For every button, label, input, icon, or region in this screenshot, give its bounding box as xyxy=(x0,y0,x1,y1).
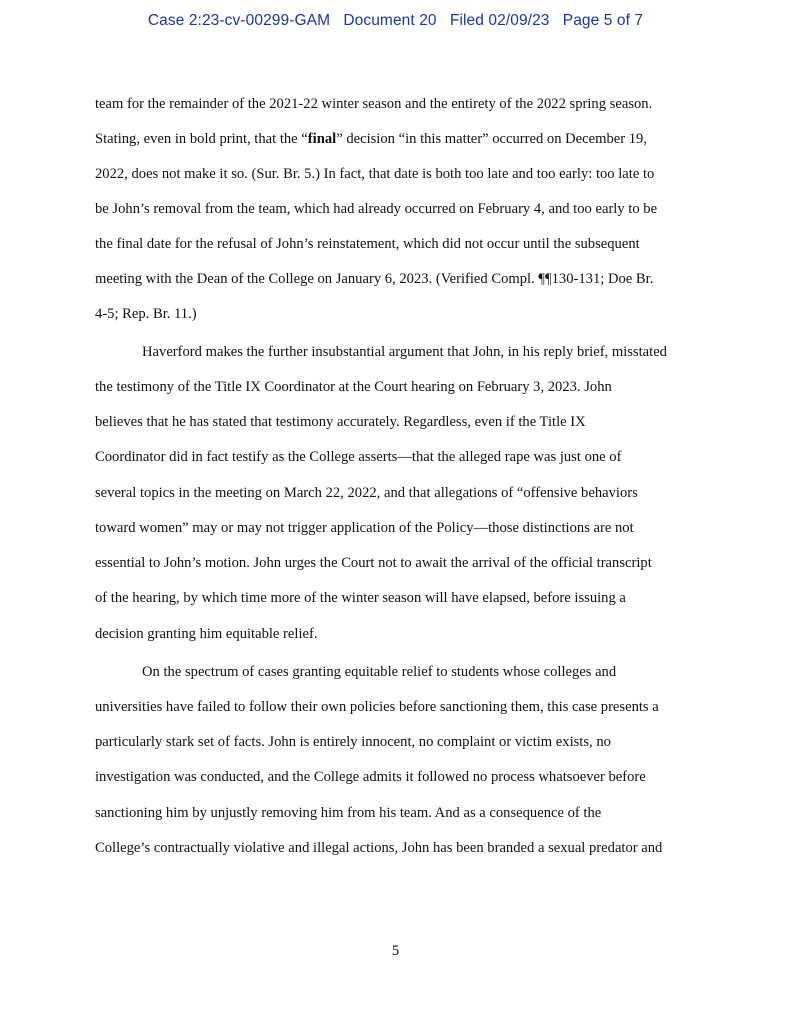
text-line: be John’s removal from the team, which had already occurred on February 4, and too early to be xyxy=(95,201,658,217)
text-line: Haverford makes the further insubstantial argument that John, in his reply brief, misstated xyxy=(142,344,667,360)
text-line: sanctioning him by unjustly removing him from his team. And as a consequence of the xyxy=(95,805,602,821)
text-line: the final date for the refusal of John’s reinstatement, which did not occur until the subsequent xyxy=(95,236,640,252)
text-line: 2022, does not make it so. (Sur. Br. 5.) In fact, that date is both too late and too early: too late to xyxy=(95,166,655,182)
case-header xyxy=(0,12,791,30)
bold-emphasis: final xyxy=(307,131,337,147)
text-line: 4-5; Rep. Br. 11.) xyxy=(95,306,197,322)
page-of-total: Page 5 of 7 xyxy=(562,12,644,29)
text-line: essential to John’s motion. John urges the Court not to await the arrival of the official transcript xyxy=(95,555,652,571)
text-fragment: Stating, even in bold print, that the “ xyxy=(95,131,308,147)
text-line: On the spectrum of cases granting equitable relief to students whose colleges and xyxy=(142,664,617,680)
text-line: meeting with the Dean of the College on January 6, 2023. (Verified Compl. ¶¶130-131; Doe Br. xyxy=(95,271,654,287)
document-number: Document 20 xyxy=(343,12,437,29)
text-line: the testimony of the Title IX Coordinator at the Court hearing on February 3, 2023. John xyxy=(95,379,612,395)
page-number: 5 xyxy=(391,943,400,959)
text-line: decision granting him equitable relief. xyxy=(95,626,318,642)
text-line: toward women” may or may not trigger application of the Policy—those distinctions are not xyxy=(95,520,634,536)
filed-date: Filed 02/09/23 xyxy=(449,12,550,29)
text-line xyxy=(95,131,647,148)
text-line: College’s contractually violative and illegal actions, John has been branded a sexual predator and xyxy=(95,840,663,856)
text-line: team for the remainder of the 2021-22 winter season and the entirety of the 2022 spring season. xyxy=(95,96,653,112)
text-line: universities have failed to follow their own policies before sanctioning them, this case presents a xyxy=(95,699,659,715)
text-fragment: ” decision “in this matter” occurred on December 19, xyxy=(336,131,647,147)
text-line: particularly stark set of facts. John is entirely innocent, no complaint or victim exists, no xyxy=(95,734,611,750)
case-number: Case 2:23-cv-00299-GAM xyxy=(147,12,331,29)
text-line: several topics in the meeting on March 22, 2022, and that allegations of “offensive behaviors xyxy=(95,485,638,501)
text-line: believes that he has stated that testimony accurately. Regardless, even if the Title IX xyxy=(95,414,586,430)
text-line: of the hearing, by which time more of the winter season will have elapsed, before issuing a xyxy=(95,590,626,606)
text-line: Coordinator did in fact testify as the College asserts—that the alleged rape was just one of xyxy=(95,449,622,465)
text-line: investigation was conducted, and the College admits it followed no process whatsoever before xyxy=(95,769,646,785)
